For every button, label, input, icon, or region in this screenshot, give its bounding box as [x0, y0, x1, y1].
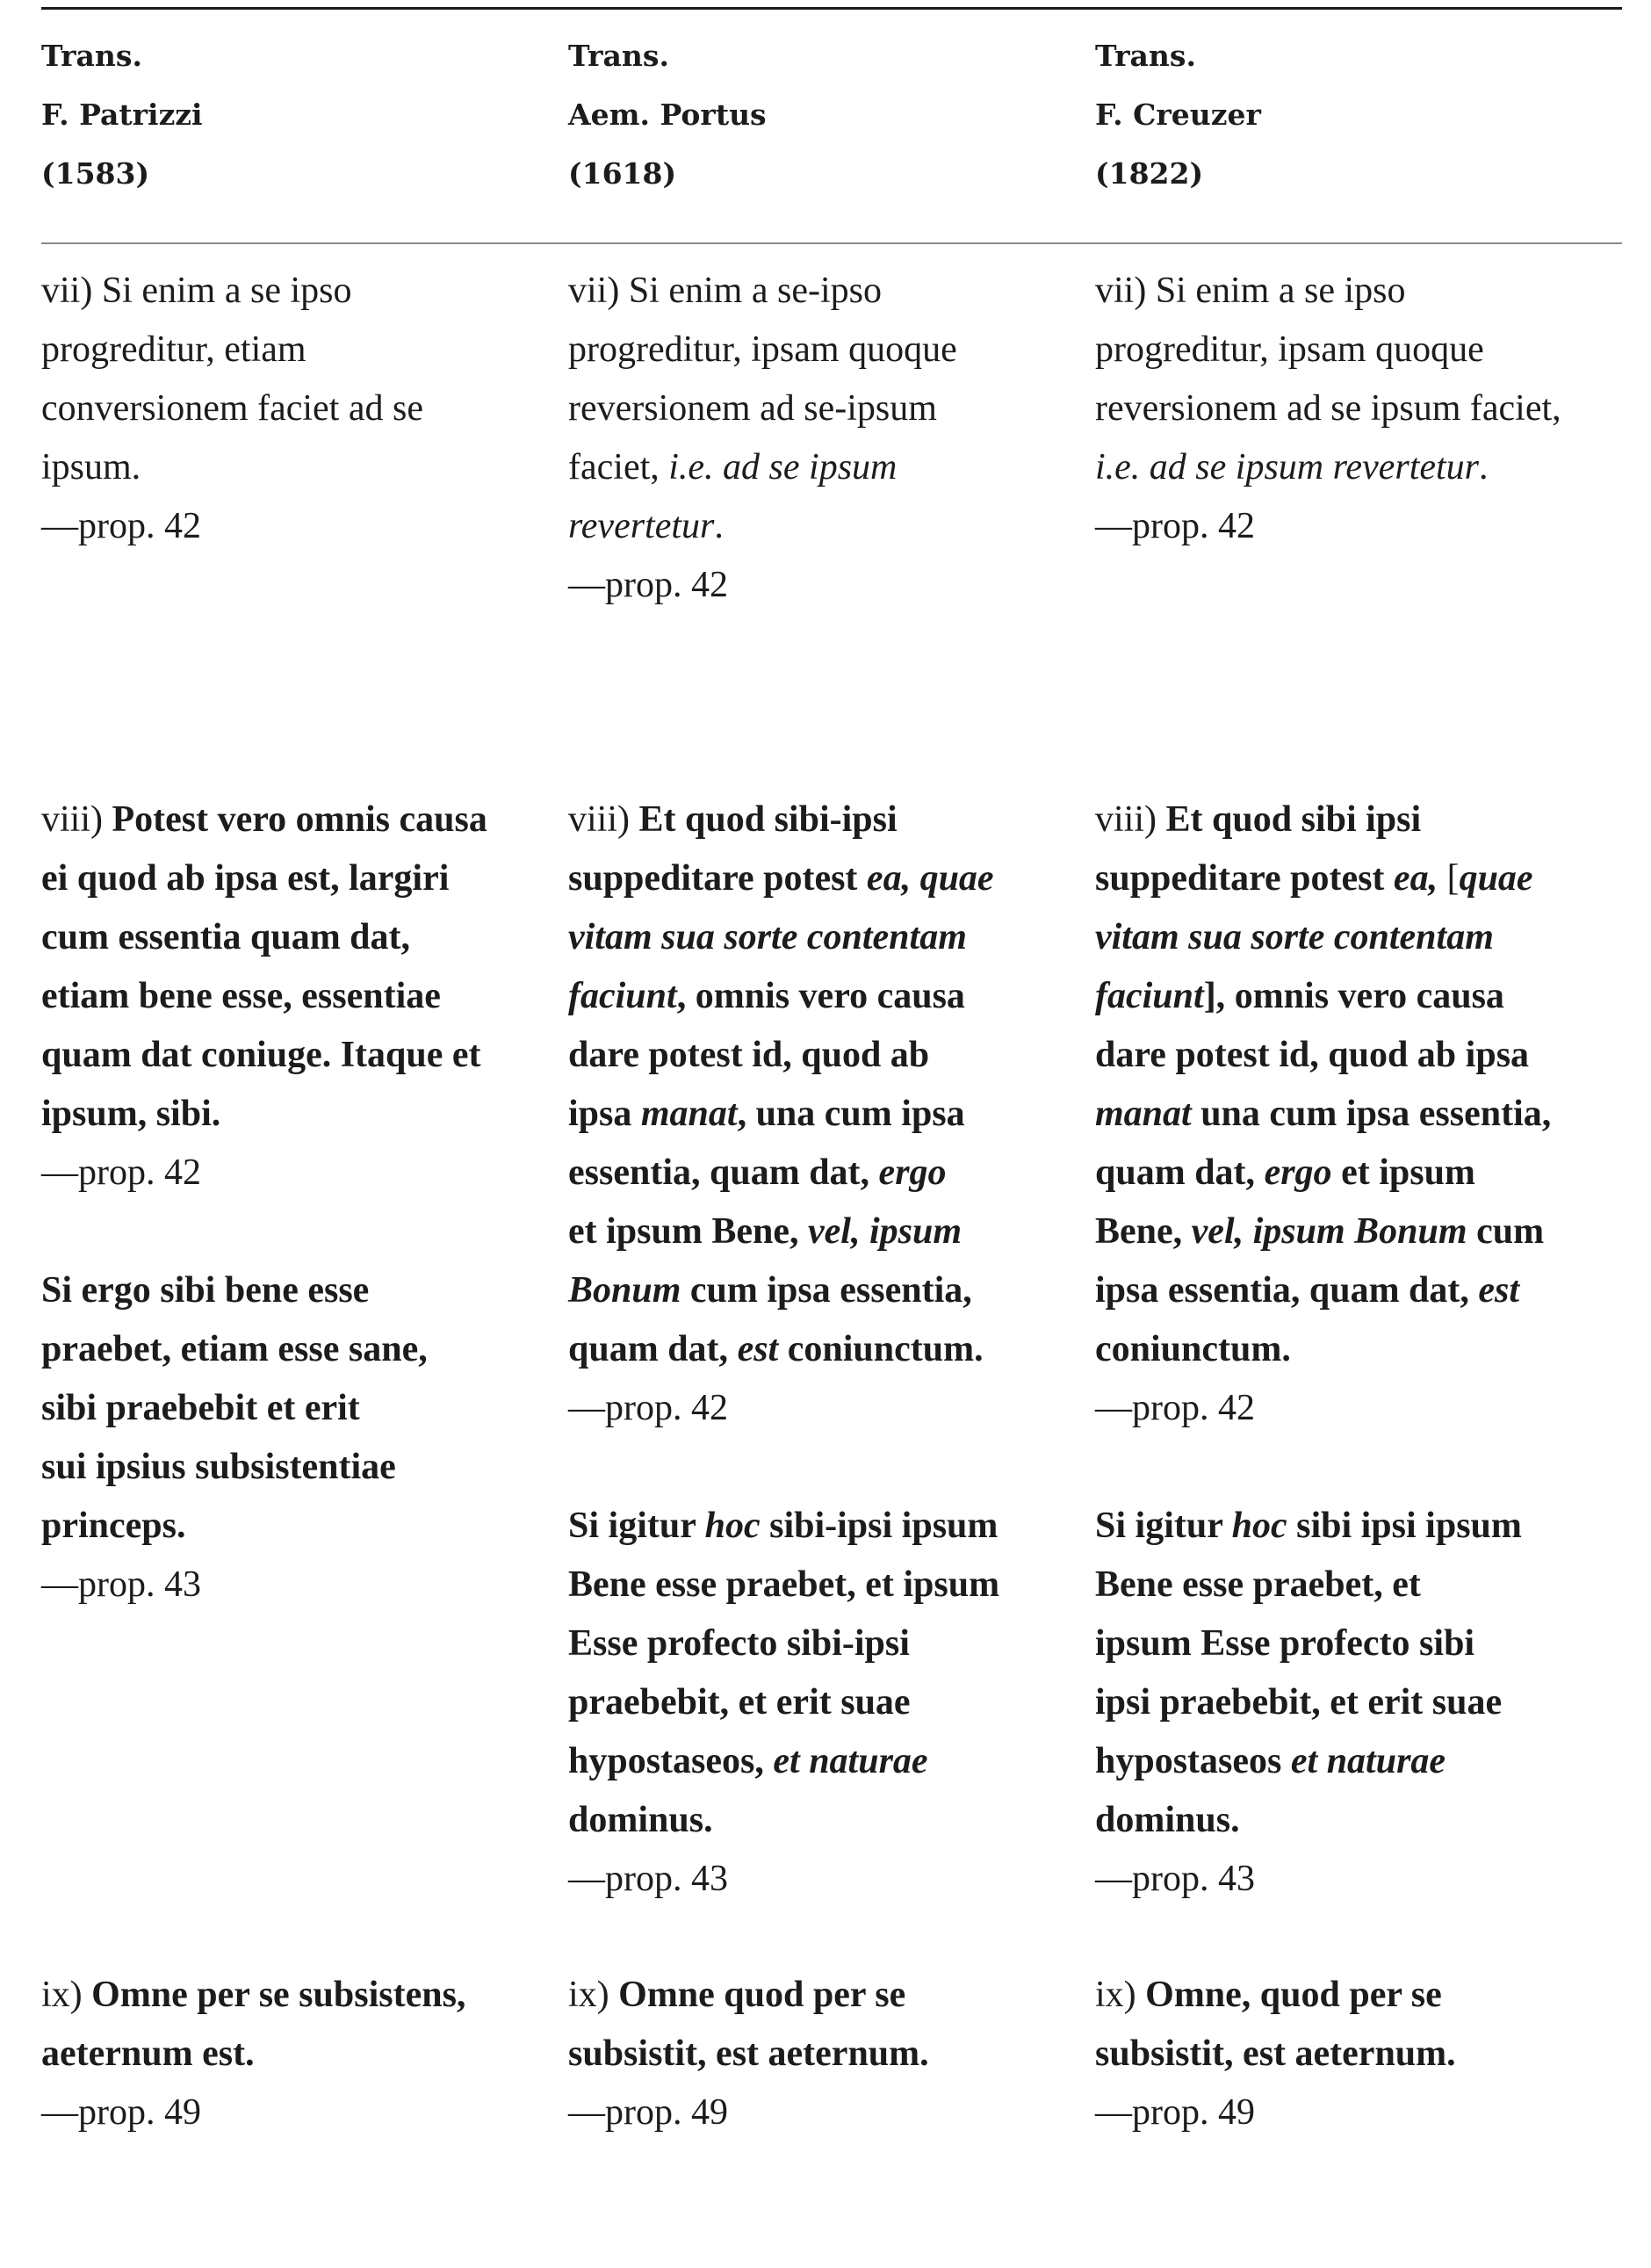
cell-viii-creuzer	[1095, 791, 1622, 1909]
text-span: Si igitur	[1095, 1506, 1232, 1546]
text-line: reversionem ad se-ipsum	[568, 388, 937, 429]
cell-vii-portus	[568, 262, 1069, 615]
italic-span: faciunt	[568, 976, 677, 1016]
italic-span: i.e. ad se ipsum revertetur	[1095, 447, 1480, 488]
text-span: Si igitur	[568, 1506, 705, 1546]
text-span: Bene,	[1095, 1211, 1192, 1252]
italic-span: quae	[1459, 858, 1533, 899]
italic-span: ea,	[1393, 858, 1438, 899]
text-line: vitam sua sorte contentam	[568, 917, 967, 957]
text-line: sui ipsius subsistentiae	[41, 1447, 396, 1487]
italic-span: ergo	[878, 1152, 947, 1193]
italic-span: vel, ipsum Bonum	[1191, 1211, 1467, 1252]
cell-ix-portus	[568, 1966, 1069, 2142]
row-number: ix)	[1095, 1975, 1146, 2015]
row-number: viii)	[41, 799, 112, 840]
table-top-rule	[41, 7, 1622, 10]
text-span: cum	[1467, 1211, 1545, 1252]
prop-reference: —prop. 49	[1095, 2092, 1255, 2133]
header-creuzer	[1095, 26, 1622, 203]
text-line: Bene esse praebet, et	[1095, 1564, 1421, 1605]
text-line	[568, 1261, 1069, 1320]
row-number: ix)	[568, 1975, 619, 2015]
text-span: cum ipsa essentia,	[681, 1270, 972, 1311]
row-number: ix)	[41, 1975, 92, 2015]
text-line	[1095, 1144, 1622, 1203]
paragraph-gap	[41, 1203, 542, 1261]
text-line	[1095, 1497, 1622, 1556]
text-span: sibi ipsi ipsum	[1287, 1506, 1522, 1546]
italic-span: ea, quae	[866, 858, 994, 899]
text-span: ipsa	[568, 1094, 641, 1134]
text-line: ipsi praebebit, et erit suae	[1095, 1682, 1503, 1723]
prop-reference: —prop. 43	[1095, 1859, 1255, 1899]
prop-reference: —prop. 42	[41, 506, 201, 546]
prop-reference: —prop. 42	[41, 1152, 201, 1193]
bold-span: Potest vero omnis causa	[112, 799, 487, 840]
header-label: Trans.	[41, 39, 142, 73]
header-label: Trans.	[1095, 39, 1196, 73]
text-line	[568, 1203, 1069, 1261]
text-span: ipsa essentia, quam dat,	[1095, 1270, 1479, 1311]
cell-ix-patrizzi	[41, 1966, 542, 2142]
text-line: progreditur, ipsam quoque	[568, 329, 957, 370]
text-span: faciet,	[568, 447, 669, 488]
italic-span: revertetur	[568, 506, 715, 546]
bold-span: Omne per se subsistens,	[91, 1975, 466, 2015]
text-line: reversionem ad se ipsum faciet,	[1095, 388, 1561, 429]
italic-span: hoc	[1231, 1506, 1287, 1546]
text-line: Bene esse praebet, et ipsum	[568, 1564, 1000, 1605]
italic-span: manat	[640, 1094, 738, 1134]
text-line: dominus.	[1095, 1800, 1240, 1840]
text-span: essentia, quam dat,	[568, 1152, 879, 1193]
text-span: suppeditare potest	[1095, 858, 1394, 899]
text-span: omnis vero causa	[1234, 976, 1504, 1016]
italic-span: manat	[1095, 1094, 1192, 1134]
text-line: progreditur, etiam	[41, 329, 306, 370]
italic-span: i.e. ad se ipsum	[668, 447, 898, 488]
cell-viii-portus	[568, 791, 1069, 1909]
text-line: vii) Si enim a se ipso	[1095, 271, 1406, 311]
text-span: hypostaseos,	[568, 1741, 774, 1781]
text-span: et ipsum Bene,	[568, 1211, 808, 1252]
italic-span: est	[737, 1329, 779, 1369]
text-line: sibi praebebit et erit	[41, 1388, 360, 1428]
text-line: quam dat coniuge. Itaque et	[41, 1035, 481, 1075]
text-span: quam dat,	[1095, 1152, 1265, 1193]
text-line: praebet, etiam esse sane,	[41, 1329, 428, 1369]
text-line: vii) Si enim a se-ipso	[568, 271, 882, 311]
italic-span: Bonum	[568, 1270, 681, 1311]
text-line: vitam sua sorte contentam	[1095, 917, 1494, 957]
header-year: (1822)	[1095, 156, 1204, 191]
text-line	[41, 1966, 542, 2025]
text-span: .	[1479, 447, 1489, 488]
text-line	[1095, 1732, 1622, 1791]
text-line	[1095, 849, 1622, 908]
italic-span: vel, ipsum	[808, 1211, 962, 1252]
cell-viii-patrizzi	[41, 791, 542, 1614]
text-line	[1095, 1085, 1622, 1144]
text-line: conversionem faciet ad se	[41, 388, 423, 429]
text-line	[568, 1732, 1069, 1791]
cell-vii-patrizzi	[41, 262, 542, 556]
bold-span: Omne, quod per se	[1145, 1975, 1442, 2015]
text-line: ipsum.	[41, 447, 141, 488]
text-line: princeps.	[41, 1506, 186, 1546]
bold-span: Et quod sibi-ipsi	[638, 799, 898, 840]
text-span: et ipsum	[1331, 1152, 1475, 1193]
text-line	[1095, 791, 1622, 849]
prop-reference: —prop. 42	[568, 565, 728, 605]
table-header-row	[41, 26, 1622, 211]
row-number: viii)	[568, 799, 639, 840]
text-line	[1095, 967, 1622, 1026]
header-translator: Aem. Portus	[568, 98, 767, 132]
paragraph-gap	[568, 1438, 1069, 1497]
header-label: Trans.	[568, 39, 669, 73]
text-span: sibi-ipsi ipsum	[760, 1506, 999, 1546]
text-line: dominus.	[568, 1800, 713, 1840]
text-line	[568, 438, 1069, 497]
text-span: suppeditare potest	[568, 858, 867, 899]
text-line: coniunctum.	[1095, 1329, 1291, 1369]
text-line	[568, 849, 1069, 908]
text-line: Si ergo sibi bene esse	[41, 1270, 370, 1311]
prop-reference: —prop. 49	[568, 2092, 728, 2133]
text-line: praebebit, et erit suae	[568, 1682, 911, 1723]
italic-span: et naturae	[1290, 1741, 1446, 1781]
italic-span: et naturae	[773, 1741, 928, 1781]
text-span: ],	[1203, 976, 1235, 1016]
header-translator: F. Creuzer	[1095, 98, 1261, 132]
text-span: , una cum ipsa	[737, 1094, 965, 1134]
text-line	[568, 1085, 1069, 1144]
text-span: quam dat,	[568, 1329, 738, 1369]
text-line: dare potest id, quod ab ipsa	[1095, 1035, 1530, 1075]
bold-span: Et quod sibi ipsi	[1165, 799, 1422, 840]
text-line	[568, 497, 1069, 556]
text-line	[1095, 1966, 1622, 2025]
text-line	[41, 791, 542, 849]
text-line	[1095, 1261, 1622, 1320]
text-line: dare potest id, quod ab	[568, 1035, 930, 1075]
header-divider-rule	[41, 242, 1622, 244]
text-line: subsistit, est aeternum.	[568, 2033, 929, 2074]
header-translator: F. Patrizzi	[41, 98, 203, 132]
prop-reference: —prop. 42	[1095, 506, 1255, 546]
text-line	[1095, 1203, 1622, 1261]
prop-reference: —prop. 42	[1095, 1388, 1255, 1428]
italic-span: hoc	[704, 1506, 761, 1546]
text-line	[568, 791, 1069, 849]
text-span: coniunctum.	[778, 1329, 984, 1369]
header-patrizzi	[41, 26, 542, 203]
row-number: viii)	[1095, 799, 1166, 840]
text-line	[568, 967, 1069, 1026]
italic-span: ergo	[1264, 1152, 1332, 1193]
text-line: aeternum est.	[41, 2033, 255, 2074]
bold-span: Omne quod per se	[618, 1975, 906, 2015]
text-line: cum essentia quam dat,	[41, 917, 411, 957]
text-line	[568, 1966, 1069, 2025]
text-line: subsistit, est aeternum.	[1095, 2033, 1456, 2074]
cell-ix-creuzer	[1095, 1966, 1622, 2142]
header-year: (1618)	[568, 156, 677, 191]
text-line	[568, 1497, 1069, 1556]
text-line	[568, 1144, 1069, 1203]
text-line: etiam bene esse, essentiae	[41, 976, 441, 1016]
text-span: .	[714, 506, 724, 546]
text-span: , omnis vero causa	[676, 976, 965, 1016]
text-line: Esse profecto sibi-ipsi	[568, 1623, 910, 1664]
header-year: (1583)	[41, 156, 150, 191]
text-line: ipsum, sibi.	[41, 1094, 221, 1134]
prop-reference: —prop. 43	[568, 1859, 728, 1899]
text-line: ei quod ab ipsa est, largiri	[41, 858, 450, 899]
prop-reference: —prop. 49	[41, 2092, 201, 2133]
prop-reference: —prop. 42	[568, 1388, 728, 1428]
text-line: vii) Si enim a se ipso	[41, 271, 352, 311]
paragraph-gap	[1095, 1438, 1622, 1497]
cell-vii-creuzer	[1095, 262, 1622, 556]
bracket-span: [	[1438, 858, 1460, 899]
text-line: progreditur, ipsam quoque	[1095, 329, 1484, 370]
italic-span: est	[1478, 1270, 1520, 1311]
text-span: hypostaseos	[1095, 1741, 1291, 1781]
text-span: una cum ipsa essentia,	[1191, 1094, 1552, 1134]
text-line	[568, 1320, 1069, 1379]
prop-reference: —prop. 43	[41, 1564, 201, 1605]
text-line: ipsum Esse profecto sibi	[1095, 1623, 1475, 1664]
header-portus	[568, 26, 1069, 203]
text-line	[1095, 438, 1622, 497]
italic-span: faciunt	[1095, 976, 1204, 1016]
